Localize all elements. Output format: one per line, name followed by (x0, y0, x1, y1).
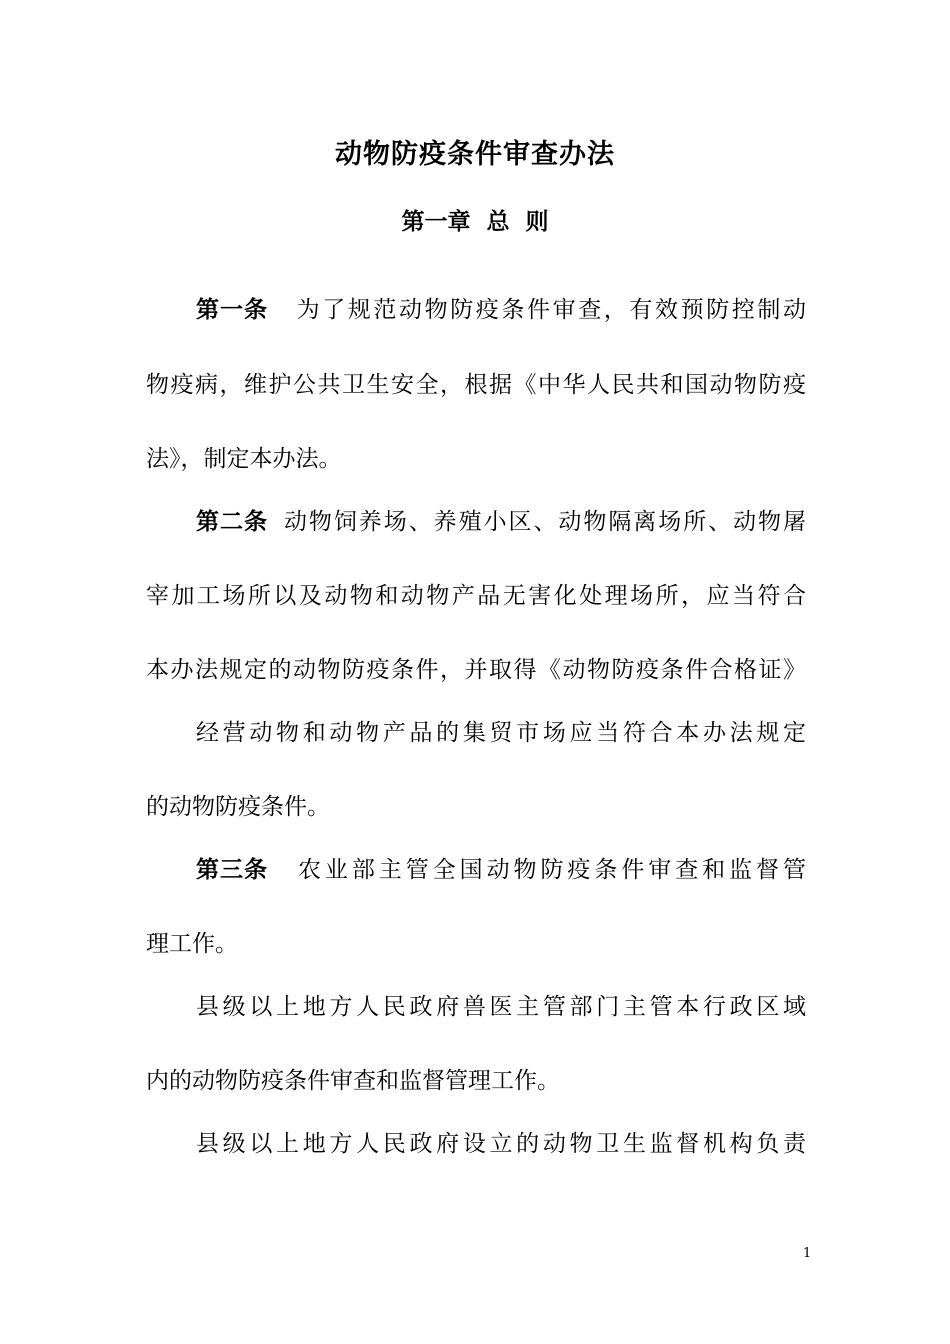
article-2-label: 第二条 (196, 509, 268, 535)
article-3-line-2: 理工作。 (146, 931, 238, 957)
article-2-para-2-line-2: 的动物防疫条件。 (146, 794, 330, 820)
article-3-para-2-line-1: 县级以上地方人民政府兽医主管部门主管本行政区域 (196, 994, 806, 1020)
article-3-line-1: 第三条 农业部主管全国动物防疫条件审查和监督管 (196, 857, 806, 883)
chapter-heading: 第一章 总 则 (401, 208, 549, 235)
article-2-line-2: 宰加工场所以及动物和动物产品无害化处理场所，应当符合 (146, 583, 806, 609)
document-title: 动物防疫条件审查办法 (335, 139, 615, 170)
article-2-para-2-line-1: 经营动物和动物产品的集贸市场应当符合本办法规定 (196, 720, 806, 746)
article-1-line-1: 第一条 为了规范动物防疫条件审查，有效预防控制动 (196, 297, 806, 323)
article-2-line-3: 本办法规定的动物防疫条件，并取得《动物防疫条件合格证》 (146, 657, 806, 683)
article-3-para-2-line-2: 内的动物防疫条件审查和监督管理工作。 (146, 1068, 560, 1094)
article-3-para-3-line-1: 县级以上地方人民政府设立的动物卫生监督机构负责 (196, 1131, 806, 1157)
article-3-label: 第三条 (196, 857, 268, 883)
article-2-line-1: 第二条 动物饲养场、养殖小区、动物隔离场所、动物屠 (196, 509, 806, 535)
article-1-label: 第一条 (196, 297, 268, 323)
article-1-line-2: 物疫病，维护公共卫生安全，根据《中华人民共和国动物防疫 (146, 372, 806, 398)
page-number: 1 (803, 1246, 812, 1261)
article-1-line-3: 法》，制定本办法。 (146, 446, 342, 472)
